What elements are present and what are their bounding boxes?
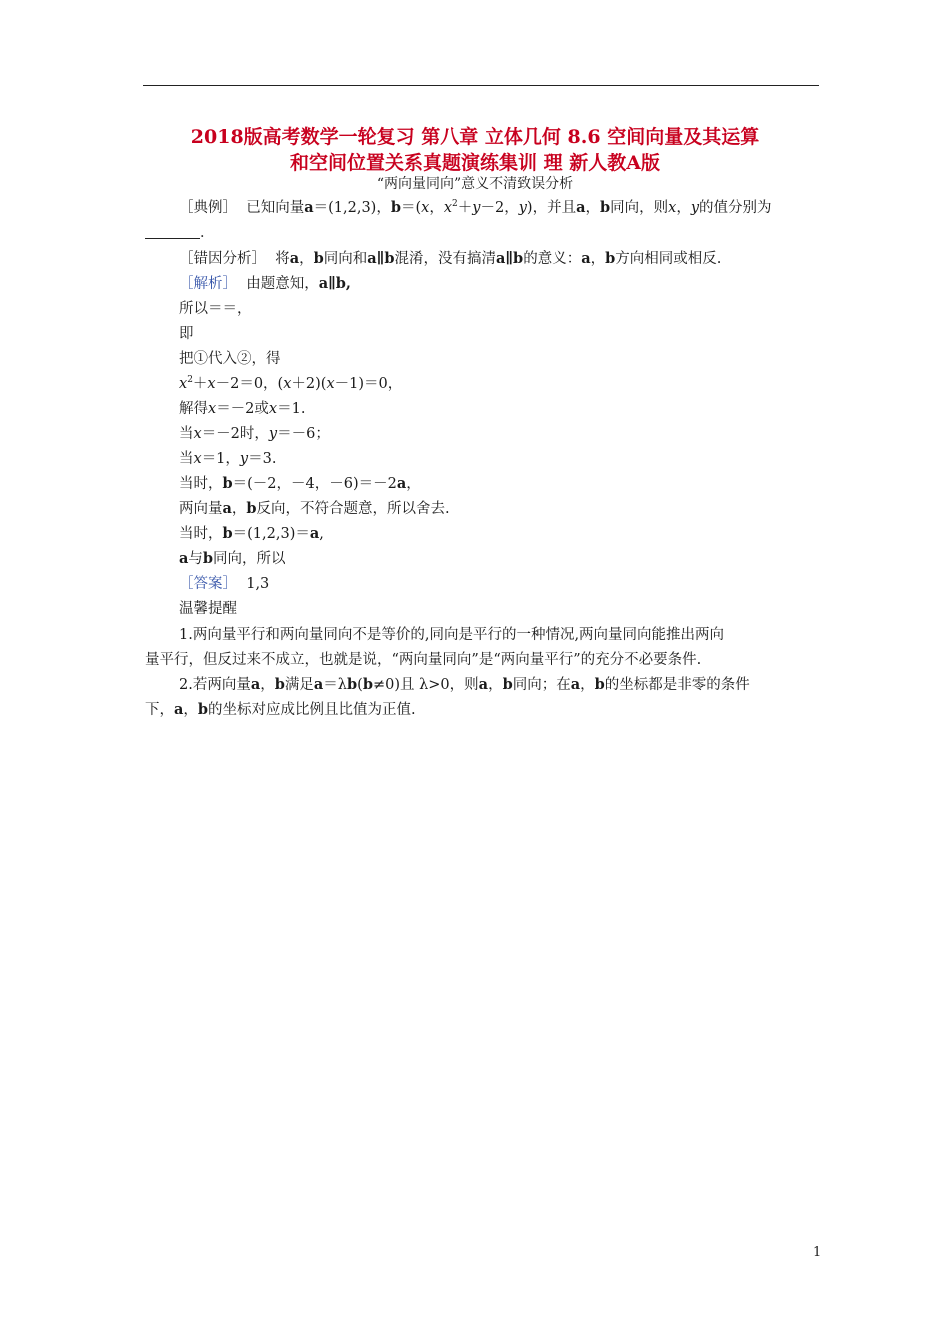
tip-1-line-2: 量平行，但反过来不成立，也就是说，“两向量同向”是“两向量平行”的充分不必要条件. xyxy=(145,652,702,668)
solution-line-9: 当时，b＝(－2，－4，－6)＝－2a， xyxy=(179,475,421,492)
error-tag: ［错因分析］ xyxy=(179,251,266,267)
solution-line-5: $x^2+x-2=0$，(x＋2)(x－1)＝0， xyxy=(179,375,403,392)
example-tag: ［典例］ xyxy=(179,200,237,216)
solution-line-4: 把①代入②，得 xyxy=(179,351,281,367)
section-subtitle: “两向量同向”意义不清致误分析 xyxy=(376,176,574,192)
solution-line-2: 所以＝＝， xyxy=(179,301,252,317)
page-number: 1 xyxy=(813,1245,822,1260)
example-problem: ［典例］ 已知向量a＝(1,2,3)，b＝(x，$x^2+y-2$，y)，并且a，b同向，则x，y的值分别为 xyxy=(179,199,772,216)
header-rule xyxy=(143,85,819,86)
solution-line-10: 两向量a，b反向，不符合题意，所以舍去. xyxy=(179,500,450,517)
answer-tag: ［答案］ xyxy=(179,576,237,592)
answer-line xyxy=(179,574,269,594)
document-title-line-2: 和空间位置关系真题演练集训 理 新人教A版 xyxy=(290,152,660,174)
answer-blank xyxy=(145,224,200,239)
error-analysis: ［错因分析］ 将a，b同向和a∥b混淆，没有搞清a∥b的意义：a，b方向相同或相反. xyxy=(179,250,722,267)
solution-line-7: 当x＝－2时，y＝－6； xyxy=(179,426,330,442)
tip-1-line-1: 1.两向量平行和两向量同向不是等价的,同向是平行的一种情况,两向量同向能推出两向 xyxy=(179,627,725,643)
solution-line-11: 当时，b＝(1,2,3)＝a, xyxy=(179,525,324,542)
answer-blank-line: ． xyxy=(145,223,215,243)
document-title-line-1: 2018版高考数学一轮复习 第八章 立体几何 8.6 空间向量及其运算 xyxy=(190,126,760,148)
tips-heading: 温馨提醒 xyxy=(179,601,237,617)
solution-line-8: 当x＝1，y＝3. xyxy=(179,451,277,467)
tip-2-line-2: 下，a，b的坐标对应成比例且比值为正值. xyxy=(145,701,416,718)
solution-line-12: a与b同向，所以 xyxy=(179,550,286,567)
answer-value: 1,3 xyxy=(246,576,270,592)
solution-line-1: ［解析］ 由题意知，a∥b, xyxy=(179,275,351,292)
solution-line-6: 解得x＝－2或x＝1. xyxy=(179,401,306,417)
solution-line-3: 即 xyxy=(179,326,194,342)
tip-2-line-1: 2.若两向量a，b满足a＝λb(b≠0)且 λ>0，则a，b同向；在a，b的坐标都是非零的条件 xyxy=(179,676,750,693)
solution-tag: ［解析］ xyxy=(179,276,237,292)
